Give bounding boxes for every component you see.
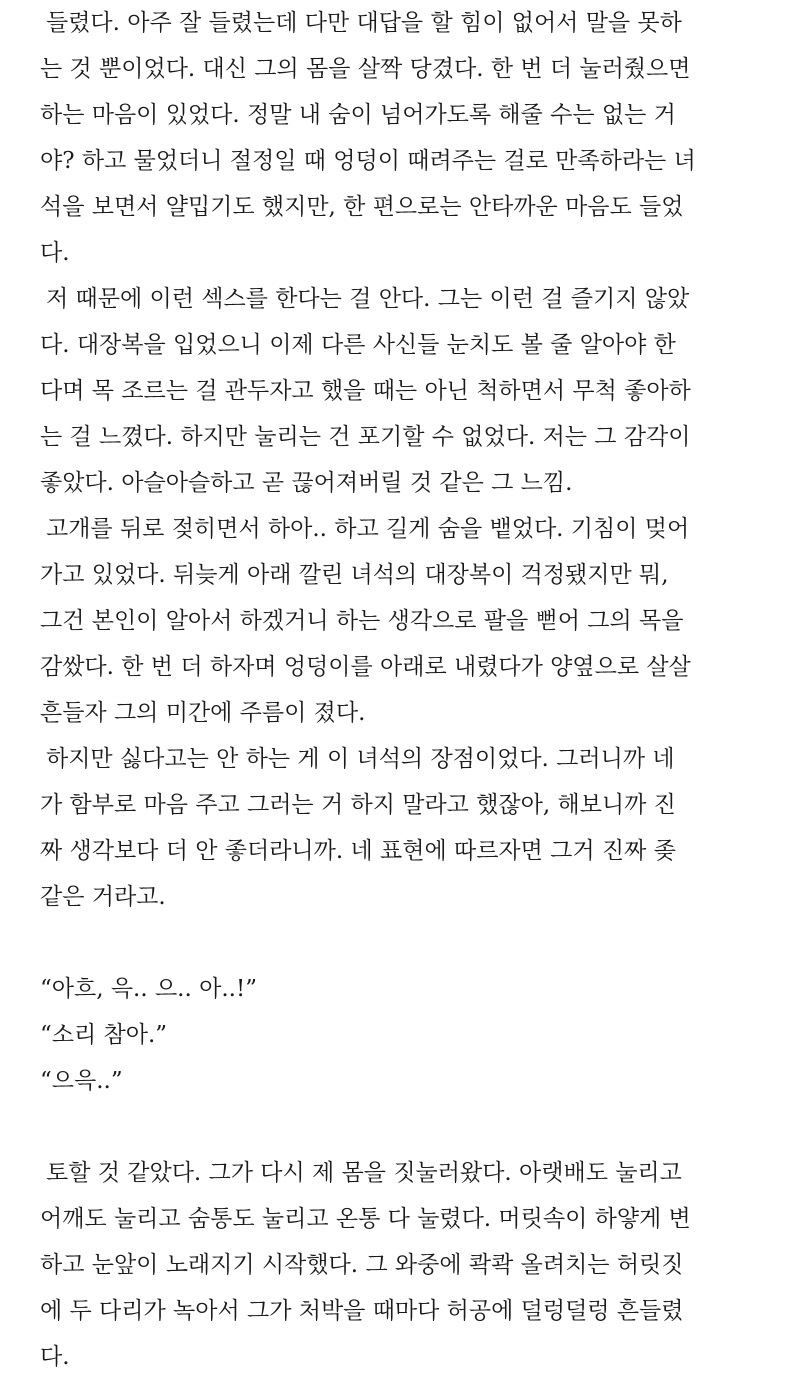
text-line: 짜 생각보다 더 안 좋더라니까. 네 표현에 따르자면 그거 진짜 좆 [40,838,676,864]
document-page [40,0,770,1380]
text-line: 토할 것 같았다. 그가 다시 제 몸을 짓눌러왔다. 아랫배도 눌리고 [46,1160,682,1186]
text-line: 저 때문에 이런 섹스를 한다는 걸 안다. 그는 이런 걸 즐기지 않았 [46,286,690,312]
text-line: 에 두 다리가 녹아서 그가 처박을 때마다 허공에 덜렁덜렁 흔들렸 [40,1298,684,1324]
text-line: 는 것 뿐이었다. 대신 그의 몸을 살짝 당겼다. 한 번 더 눌러줬으면 [40,56,691,82]
text-line: 다. [40,240,70,266]
text-line: 좋았다. 아슬아슬하고 곧 끊어져버릴 것 같은 그 느낌. [40,470,573,496]
text-line: 어깨도 눌리고 숨통도 눌리고 온통 다 눌렸다. 머릿속이 하얗게 변 [40,1206,691,1232]
text-line: 같은 거라고. [40,884,166,910]
text-line: 감쌌다. 한 번 더 하자며 엉덩이를 아래로 내렸다가 양옆으로 살살 [40,654,691,680]
text-line: 하지만 싫다고는 안 하는 게 이 녀석의 장점이었다. 그러니까 네 [46,746,675,772]
dialogue-line: “소리 참아.” [40,1022,168,1048]
text-line: 가고 있었다. 뒤늦게 아래 깔린 녀석의 대장복이 걱정됐지만 뭐, [40,562,669,588]
dialogue-line: “아흐, 윽.. 으.. 아..!” [40,976,257,1002]
text-line: 고개를 뒤로 젖히면서 하아.. 하고 길게 숨을 뱉었다. 기침이 멎어 [46,516,690,542]
text-line: 다. 대장복을 입었으니 이제 다른 사신들 눈치도 볼 줄 알아야 한 [40,332,676,358]
text-line: 석을 보면서 얄밉기도 했지만, 한 편으로는 안타까운 마음도 들었 [40,194,684,220]
text-line: 그건 본인이 알아서 하겠거니 하는 생각으로 팔을 뻗어 그의 목을 [40,608,684,634]
text-line: 다. [40,1344,70,1370]
text-line: 하는 마음이 있었다. 정말 내 숨이 넘어가도록 해줄 수는 없는 거 [40,102,676,128]
text-line: 가 함부로 마음 주고 그러는 거 하지 말라고 했잖아, 해보니까 진 [40,792,676,818]
text-line: 다며 목 조르는 걸 관두자고 했을 때는 아닌 척하면서 무척 좋아하 [40,378,691,404]
text-line: 하고 눈앞이 노래지기 시작했다. 그 와중에 콱콱 올려치는 허릿짓 [40,1252,684,1278]
blank-line [40,1104,770,1150]
text-line: 는 걸 느꼈다. 하지만 눌리는 건 포기할 수 없었다. 저는 그 감각이 [40,424,691,450]
text-line: 흔들자 그의 미간에 주름이 졌다. [40,700,366,726]
text-line: 들렸다. 아주 잘 들렸는데 다만 대답을 할 힘이 없어서 말을 못하 [46,10,682,36]
blank-line [40,920,770,966]
text-line: 야? 하고 물었더니 절정일 때 엉덩이 때려주는 걸로 만족하라는 녀 [40,148,696,174]
dialogue-line: “으윽..” [40,1068,123,1094]
